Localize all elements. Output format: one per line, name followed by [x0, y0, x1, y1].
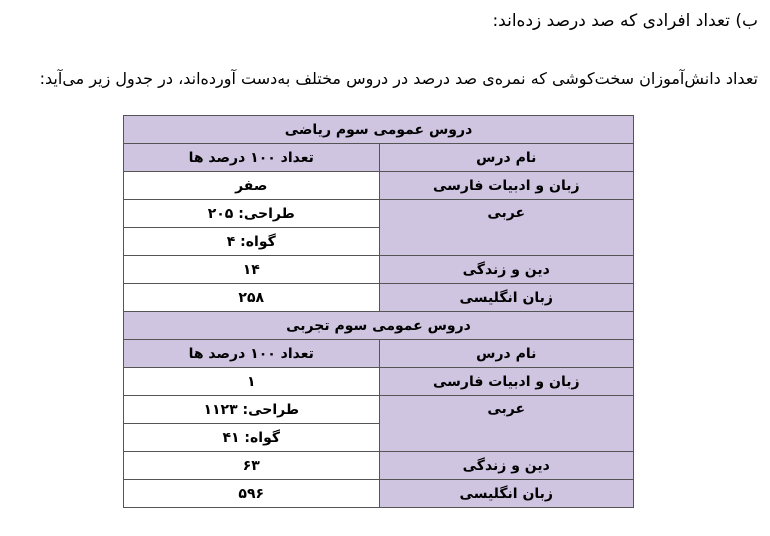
perfect-count: طراحی: ۱۱۲۳	[124, 396, 380, 424]
perfect-count: طراحی: ۲۰۵	[124, 200, 380, 228]
table-row	[124, 284, 634, 312]
subject-name: عربی	[379, 396, 634, 452]
subject-name: زبان انگلیسی	[379, 284, 634, 312]
section-heading: ب) تعداد افرادی که صد درصد زده‌اند:	[492, 11, 758, 31]
intro-paragraph: تعداد دانش‌آموزان سخت‌کوشی که نمره‌ی صد درصد در دروس مختلف به‌دست آورده‌اند، در جدول زیر می‌آید:	[39, 69, 758, 88]
section-title-row	[124, 312, 634, 340]
column-header-subject: نام درس	[379, 340, 634, 368]
table-row	[124, 396, 634, 424]
perfect-count: گواه: ۴۱	[124, 424, 380, 452]
perfect-count: گواه: ۴	[124, 228, 380, 256]
column-header-count: تعداد ۱۰۰ درصد ها	[124, 144, 380, 172]
table-row	[124, 200, 634, 228]
section-title: دروس عمومی سوم ریاضی	[124, 116, 634, 144]
perfect-count: ۵۹۶	[124, 480, 380, 508]
section-title: دروس عمومی سوم تجربی	[124, 312, 634, 340]
column-header-count: تعداد ۱۰۰ درصد ها	[124, 340, 380, 368]
perfect-scores-table	[123, 115, 634, 508]
section-title-row	[124, 116, 634, 144]
table-row	[124, 452, 634, 480]
subject-name: زبان و ادبیات فارسی	[379, 368, 634, 396]
perfect-count: ۱۴	[124, 256, 380, 284]
perfect-count: ۶۳	[124, 452, 380, 480]
subject-name: دین و زندگی	[379, 452, 634, 480]
table-row	[124, 172, 634, 200]
column-header-subject: نام درس	[379, 144, 634, 172]
subject-name: زبان انگلیسی	[379, 480, 634, 508]
table-header-row	[124, 144, 634, 172]
table-row	[124, 368, 634, 396]
subject-name: زبان و ادبیات فارسی	[379, 172, 634, 200]
perfect-count: ۱	[124, 368, 380, 396]
table-row	[124, 480, 634, 508]
table-header-row	[124, 340, 634, 368]
table-row	[124, 256, 634, 284]
subject-name: دین و زندگی	[379, 256, 634, 284]
perfect-count: صفر	[124, 172, 380, 200]
perfect-count: ۲۵۸	[124, 284, 380, 312]
subject-name: عربی	[379, 200, 634, 256]
